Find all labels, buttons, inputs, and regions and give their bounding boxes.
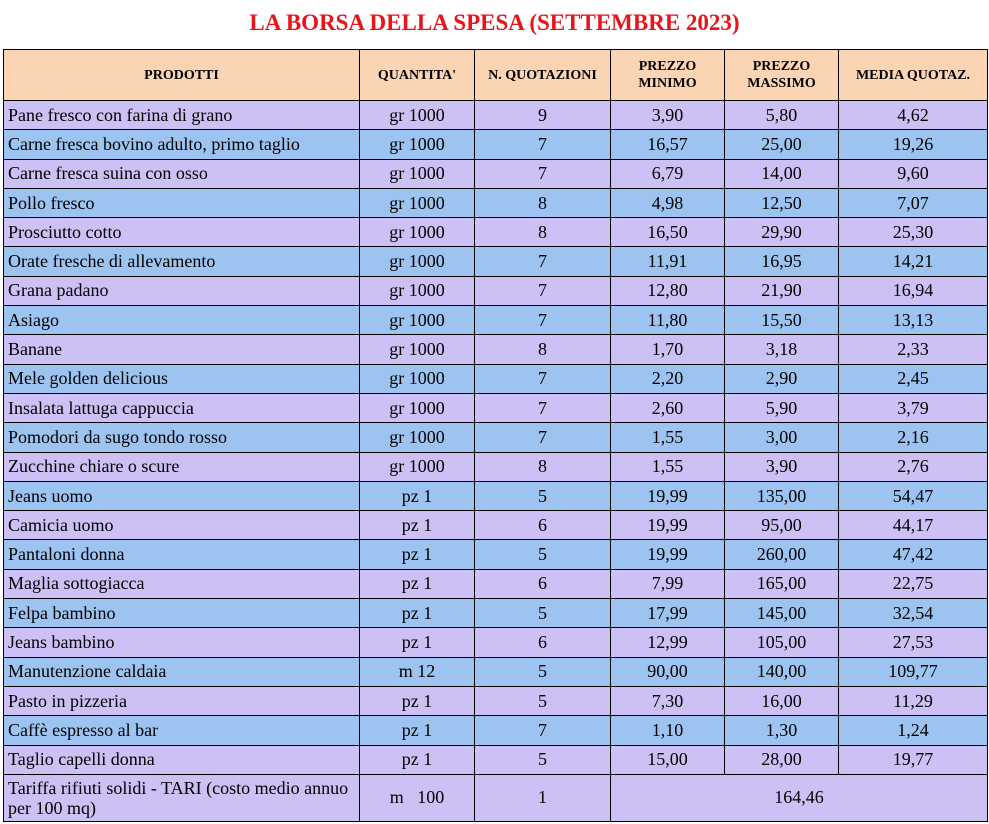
cell-quantita: gr 1000 [360,218,475,247]
cell-quantita: gr 1000 [360,306,475,335]
header-prodotti: PRODOTTI [4,50,360,101]
cell-prodotto: Caffè espresso al bar [4,716,360,745]
header-row [4,50,988,101]
cell-media: 7,07 [839,188,988,217]
cell-quotazioni: 7 [475,247,611,276]
cell-prezzo-minimo: 15,00 [611,745,725,774]
cell-quotazioni: 7 [475,306,611,335]
cell-prodotto: Orate fresche di allevamento [4,247,360,276]
cell-prezzo-massimo: 15,50 [725,306,839,335]
table-row [4,569,988,598]
cell-prezzo-minimo: 1,70 [611,335,725,364]
cell-quotazioni: 8 [475,218,611,247]
cell-prodotto: Maglia sottogiacca [4,569,360,598]
table-row [4,628,988,657]
cell-prezzo-massimo: 105,00 [725,628,839,657]
cell-quotazioni: 5 [475,481,611,510]
cell-prezzo-massimo: 28,00 [725,745,839,774]
cell-quotazioni: 7 [475,716,611,745]
cell-prezzo-massimo: 165,00 [725,569,839,598]
price-table [3,49,988,822]
cell-media: 22,75 [839,569,988,598]
cell-prezzo-massimo: 1,30 [725,716,839,745]
cell-prodotto: Carne fresca bovino adulto, primo taglio [4,130,360,159]
cell-media: 25,30 [839,218,988,247]
cell-prodotto: Asiago [4,306,360,335]
cell-prezzo-minimo: 16,50 [611,218,725,247]
table-row [4,452,988,481]
cell-quotazioni: 9 [475,101,611,130]
cell-prezzo-minimo: 1,10 [611,716,725,745]
cell-quantita: gr 1000 [360,393,475,422]
cell-quantita: gr 1000 [360,276,475,305]
header-quotazioni: N. QUOTAZIONI [475,50,611,101]
cell-quotazioni: 6 [475,628,611,657]
cell-quotazioni: 7 [475,130,611,159]
cell-quantita: pz 1 [360,569,475,598]
page-title: LA BORSA DELLA SPESA (SETTEMBRE 2023) [249,10,740,35]
cell-media: 44,17 [839,511,988,540]
cell-prezzo-massimo: 5,90 [725,393,839,422]
cell-quantita: m 12 [360,657,475,686]
cell-quantita: gr 1000 [360,159,475,188]
cell-prezzo-minimo: 7,99 [611,569,725,598]
header-prezzo-massimo [725,50,839,101]
header-prezzo-massimo-line1: PREZZO [752,59,811,74]
header-prezzo-minimo [611,50,725,101]
cell-prodotto: Taglio capelli donna [4,745,360,774]
cell-quantita: gr 1000 [360,452,475,481]
cell-quotazioni: 5 [475,686,611,715]
cell-quotazioni: 5 [475,540,611,569]
cell-prodotto: Pomodori da sugo tondo rosso [4,423,360,452]
cell-media: 4,62 [839,101,988,130]
cell-media: 11,29 [839,686,988,715]
cell-quotazioni: 7 [475,364,611,393]
cell-prezzo-minimo: 12,80 [611,276,725,305]
cell-prodotto: Pasto in pizzeria [4,686,360,715]
cell-prezzo-minimo: 3,90 [611,101,725,130]
header-media: MEDIA QUOTAZ. [839,50,988,101]
cell-quotazioni: 7 [475,276,611,305]
table-row [4,745,988,774]
cell-quotazioni: 5 [475,745,611,774]
cell-quantita: pz 1 [360,511,475,540]
table-row [4,540,988,569]
cell-prezzo-minimo: 16,57 [611,130,725,159]
cell-prezzo-minimo: 7,30 [611,686,725,715]
cell-prezzo-minimo: 11,80 [611,306,725,335]
cell-prezzo-minimo: 6,79 [611,159,725,188]
cell-prezzo-minimo: 19,99 [611,540,725,569]
cell-prezzo-massimo: 140,00 [725,657,839,686]
table-row [4,130,988,159]
cell-prodotto: Banane [4,335,360,364]
header-prezzo-minimo-line1: PREZZO [638,59,697,74]
cell-media: 16,94 [839,276,988,305]
cell-media: 27,53 [839,628,988,657]
cell-prezzo-minimo: 19,99 [611,481,725,510]
cell-quantita: gr 1000 [360,101,475,130]
cell-prodotto: Prosciutto cotto [4,218,360,247]
cell-prodotto: Mele golden delicious [4,364,360,393]
cell-quantita: pz 1 [360,540,475,569]
cell-prezzo-minimo: 90,00 [611,657,725,686]
cell-prezzo-minimo: 19,99 [611,511,725,540]
cell-prodotto: Zucchine chiare o scure [4,452,360,481]
cell-prezzo-massimo: 135,00 [725,481,839,510]
cell-quantita: gr 1000 [360,188,475,217]
cell-quotazioni: 5 [475,657,611,686]
cell-quotazioni: 7 [475,423,611,452]
cell-media: 14,21 [839,247,988,276]
cell-quantita: pz 1 [360,599,475,628]
cell-quantita: gr 1000 [360,423,475,452]
cell-quantita: pz 1 [360,745,475,774]
cell-quotazioni: 7 [475,159,611,188]
cell-prezzo-minimo: 17,99 [611,599,725,628]
cell-media: 2,33 [839,335,988,364]
table-row-tari [4,774,988,821]
cell-prezzo-massimo: 16,00 [725,686,839,715]
cell-prezzo-minimo: 2,20 [611,364,725,393]
table-row [4,188,988,217]
table-row [4,101,988,130]
cell-prezzo-massimo: 16,95 [725,247,839,276]
header-prezzo-minimo-line2: MINIMO [638,76,697,91]
table-row [4,364,988,393]
cell-media: 32,54 [839,599,988,628]
cell-quantita: pz 1 [360,628,475,657]
cell-quotazioni: 5 [475,599,611,628]
table-row [4,393,988,422]
cell-media: 13,13 [839,306,988,335]
cell-prezzo-massimo: 260,00 [725,540,839,569]
cell-prodotto: Grana padano [4,276,360,305]
cell-quantita: pz 1 [360,481,475,510]
table-row [4,218,988,247]
cell-quantita: gr 1000 [360,364,475,393]
cell-prezzo-minimo: 2,60 [611,393,725,422]
table-row [4,481,988,510]
table-row [4,423,988,452]
cell-prezzo-massimo: 3,90 [725,452,839,481]
cell-prodotto: Jeans bambino [4,628,360,657]
cell-quantita: gr 1000 [360,247,475,276]
cell-media: 109,77 [839,657,988,686]
cell-media: 47,42 [839,540,988,569]
cell-media: 2,16 [839,423,988,452]
cell-prodotto: Jeans uomo [4,481,360,510]
table-row [4,599,988,628]
cell-quotazioni: 8 [475,452,611,481]
cell-prodotto: Manutenzione caldaia [4,657,360,686]
cell-quantita: gr 1000 [360,130,475,159]
cell-prezzo-massimo: 14,00 [725,159,839,188]
header-quantita: QUANTITA' [360,50,475,101]
table-row [4,686,988,715]
cell-prezzo-massimo: 25,00 [725,130,839,159]
cell-quotazioni: 8 [475,188,611,217]
cell-prodotto: Pantaloni donna [4,540,360,569]
table-row [4,306,988,335]
cell-prezzo-massimo: 95,00 [725,511,839,540]
table-row [4,716,988,745]
table-row [4,511,988,540]
cell-prezzo-massimo: 21,90 [725,276,839,305]
table-row [4,657,988,686]
cell-prodotto: Carne fresca suina con osso [4,159,360,188]
cell-media: 19,77 [839,745,988,774]
cell-media: 54,47 [839,481,988,510]
cell-prezzo-massimo: 145,00 [725,599,839,628]
cell-quantita: pz 1 [360,716,475,745]
cell-quotazioni: 6 [475,569,611,598]
cell-prezzo-minimo: 1,55 [611,423,725,452]
cell-prezzo-massimo: 5,80 [725,101,839,130]
cell-quotazioni: 1 [475,774,611,821]
table-row [4,247,988,276]
cell-prodotto: Camicia uomo [4,511,360,540]
cell-media: 19,26 [839,130,988,159]
cell-quotazioni: 8 [475,335,611,364]
cell-quantita: m 100 [360,774,475,821]
cell-prezzo-massimo: 3,18 [725,335,839,364]
cell-prodotto: Felpa bambino [4,599,360,628]
table-row [4,276,988,305]
cell-quotazioni: 7 [475,393,611,422]
cell-prezzo-minimo: 12,99 [611,628,725,657]
cell-quantita: gr 1000 [360,335,475,364]
cell-prodotto: Insalata lattuga cappuccia [4,393,360,422]
cell-quotazioni: 6 [475,511,611,540]
cell-media: 3,79 [839,393,988,422]
cell-media: 9,60 [839,159,988,188]
cell-prezzo-minimo: 11,91 [611,247,725,276]
cell-media: 2,76 [839,452,988,481]
cell-prezzo-minimo: 1,55 [611,452,725,481]
cell-media: 1,24 [839,716,988,745]
cell-prodotto: Pollo fresco [4,188,360,217]
table-row [4,335,988,364]
cell-prezzo-massimo: 12,50 [725,188,839,217]
cell-prezzo-massimo: 29,90 [725,218,839,247]
table-row [4,159,988,188]
cell-prezzo-massimo: 3,00 [725,423,839,452]
cell-valore: 164,46 [611,774,988,821]
cell-prodotto: Pane fresco con farina di grano [4,101,360,130]
cell-media: 2,45 [839,364,988,393]
header-prezzo-massimo-line2: MASSIMO [747,76,816,91]
cell-quantita: pz 1 [360,686,475,715]
cell-prodotto: Tariffa rifiuti solidi - TARI (costo medio annuo per 100 mq) [4,774,360,821]
cell-prezzo-minimo: 4,98 [611,188,725,217]
cell-prezzo-massimo: 2,90 [725,364,839,393]
